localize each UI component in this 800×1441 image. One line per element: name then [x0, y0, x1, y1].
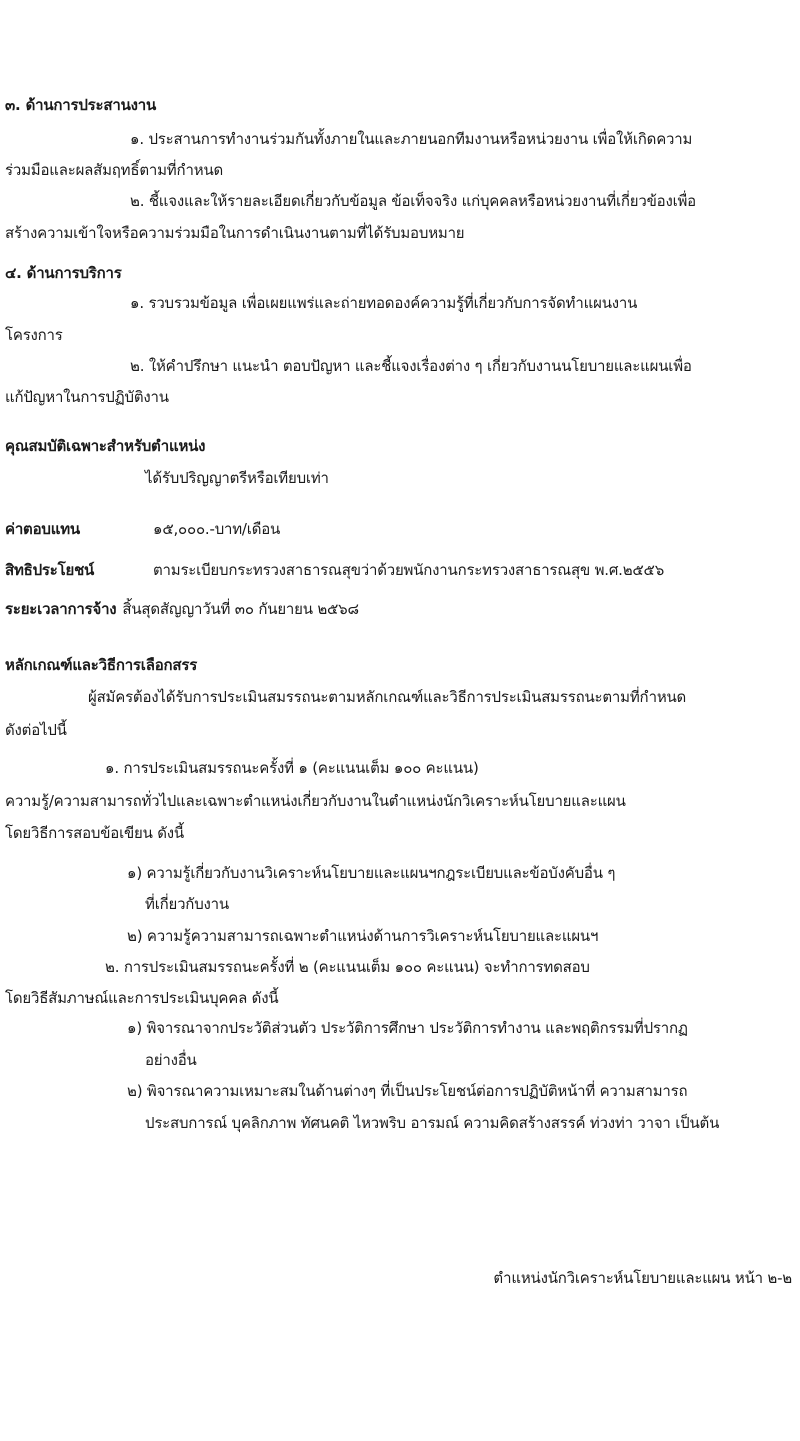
round-2-title: ๒. การประเมินสมรรถนะครั้งที่ ๒ (คะแนนเต็ม ๑๐๐ คะแนน) จะทำการทดสอบ — [105, 958, 590, 976]
employment-period-value: สิ้นสุดสัญญาวันที่ ๓๐ กันยายน ๒๕๖๘ — [122, 600, 359, 618]
round-2-item-2-line-1: ๒) พิจารณาความเหมาะสมในด้านต่างๆ ที่เป็นประโยชน์ต่อการปฏิบัติหน้าที่ ความสามารถ — [127, 1082, 688, 1100]
employment-period-row — [5, 598, 359, 620]
qualification-text: ได้รับปริญญาตรีหรือเทียบเท่า — [145, 469, 329, 487]
selection-heading: หลักเกณฑ์และวิธีการเลือกสรร — [5, 656, 198, 674]
round-1-desc-line-1: ความรู้/ความสามารถทั่วไปและเฉพาะตำแหน่งเกี่ยวกับงานในตำแหน่งนักวิเคราะห์นโยบายและแผน — [5, 792, 626, 810]
benefits-row — [5, 559, 664, 581]
section-4-item-2-line-2: แก้ปัญหาในการปฏิบัติงาน — [5, 388, 169, 406]
employment-period-label: ระยะเวลาการจ้าง — [5, 600, 117, 618]
benefits-value: ตามระเบียบกระทรวงสาธารณสุขว่าด้วยพนักงานกระทรวงสาธารณสุข พ.ศ.๒๕๕๖ — [153, 561, 665, 579]
round-1-item-1-line-1: ๑) ความรู้เกี่ยวกับงานวิเคราะห์นโยบายและแผนฯกฎระเบียบและข้อบังคับอื่น ๆ — [127, 864, 616, 882]
selection-intro-line-1: ผู้สมัครต้องได้รับการประเมินสมรรถนะตามหลักเกณฑ์และวิธีการประเมินสมรรถนะตามที่กำหนด — [88, 688, 687, 706]
compensation-label: ค่าตอบแทน — [5, 520, 80, 538]
section-3-item-1-line-1: ๑. ประสานการทำงานร่วมกันทั้งภายในและภายนอกทีมงานหรือหน่วยงาน เพื่อให้เกิดความ — [130, 130, 693, 148]
round-2-desc: โดยวิธีสัมภาษณ์และการประเมินบุคคล ดังนี้ — [5, 989, 279, 1007]
qualification-heading: คุณสมบัติเฉพาะสำหรับตำแหน่ง — [5, 437, 206, 455]
section-4-item-2-line-1: ๒. ให้คำปรึกษา แนะนำ ตอบปัญหา และชี้แจงเรื่องต่าง ๆ เกี่ยวกับงานนโยบายและแผนเพื่อ — [130, 357, 692, 375]
section-3-item-1-line-2: ร่วมมือและผลสัมฤทธิ์ตามที่กำหนด — [5, 161, 224, 179]
round-2-item-1-line-2: อย่างอื่น — [145, 1051, 197, 1069]
section-4-heading: ๔. ด้านการบริการ — [5, 264, 122, 282]
page-footer-ref: ตำแหน่งนักวิเคราะห์นโยบายและแผน หน้า ๒-๒ — [493, 1269, 792, 1287]
round-2-item-2-line-2: ประสบการณ์ บุคลิกภาพ ทัศนคติ ไหวพริบ อารมณ์ ความคิดสร้างสรรค์ ท่วงท่า วาจา เป็นต้น — [145, 1114, 720, 1132]
round-1-item-1-line-2: ที่เกี่ยวกับงาน — [145, 895, 229, 913]
section-3-item-2-line-1: ๒. ชี้แจงและให้รายละเอียดเกี่ยวกับข้อมูล ข้อเท็จจริง แก่บุคคลหรือหน่วยงานที่เกี่ยวข้องเพื่อ — [130, 192, 696, 210]
section-3-item-2-line-2: สร้างความเข้าใจหรือความร่วมมือในการดำเนินงานตามที่ได้รับมอบหมาย — [5, 224, 465, 242]
compensation-value: ๑๕,๐๐๐.-บาท/เดือน — [153, 520, 281, 538]
round-1-item-2: ๒) ความรู้ความสามารถเฉพาะตำแหน่งด้านการวิเคราะห์นโยบายและแผนฯ — [127, 927, 599, 945]
benefits-label: สิทธิประโยชน์ — [5, 561, 95, 579]
section-4-item-1-line-1: ๑. รวบรวมข้อมูล เพื่อเผยแพร่และถ่ายทอดองค์ความรู้ที่เกี่ยวกับการจัดทำแผนงาน — [130, 294, 638, 312]
compensation-row — [5, 518, 280, 540]
round-2-item-1-line-1: ๑) พิจารณาจากประวัติส่วนตัว ประวัติการศึกษา ประวัติการทำงาน และพฤติกรรมที่ปรากฏ — [127, 1019, 688, 1037]
selection-intro-line-2: ดังต่อไปนี้ — [5, 721, 67, 739]
section-4-item-1-line-2: โครงการ — [5, 326, 63, 344]
round-1-title: ๑. การประเมินสมรรถนะครั้งที่ ๑ (คะแนนเต็ม ๑๐๐ คะแนน) — [105, 759, 479, 777]
section-3-heading: ๓. ด้านการประสานงาน — [5, 96, 157, 114]
round-1-desc-line-2: โดยวิธีการสอบข้อเขียน ดังนี้ — [5, 824, 184, 842]
